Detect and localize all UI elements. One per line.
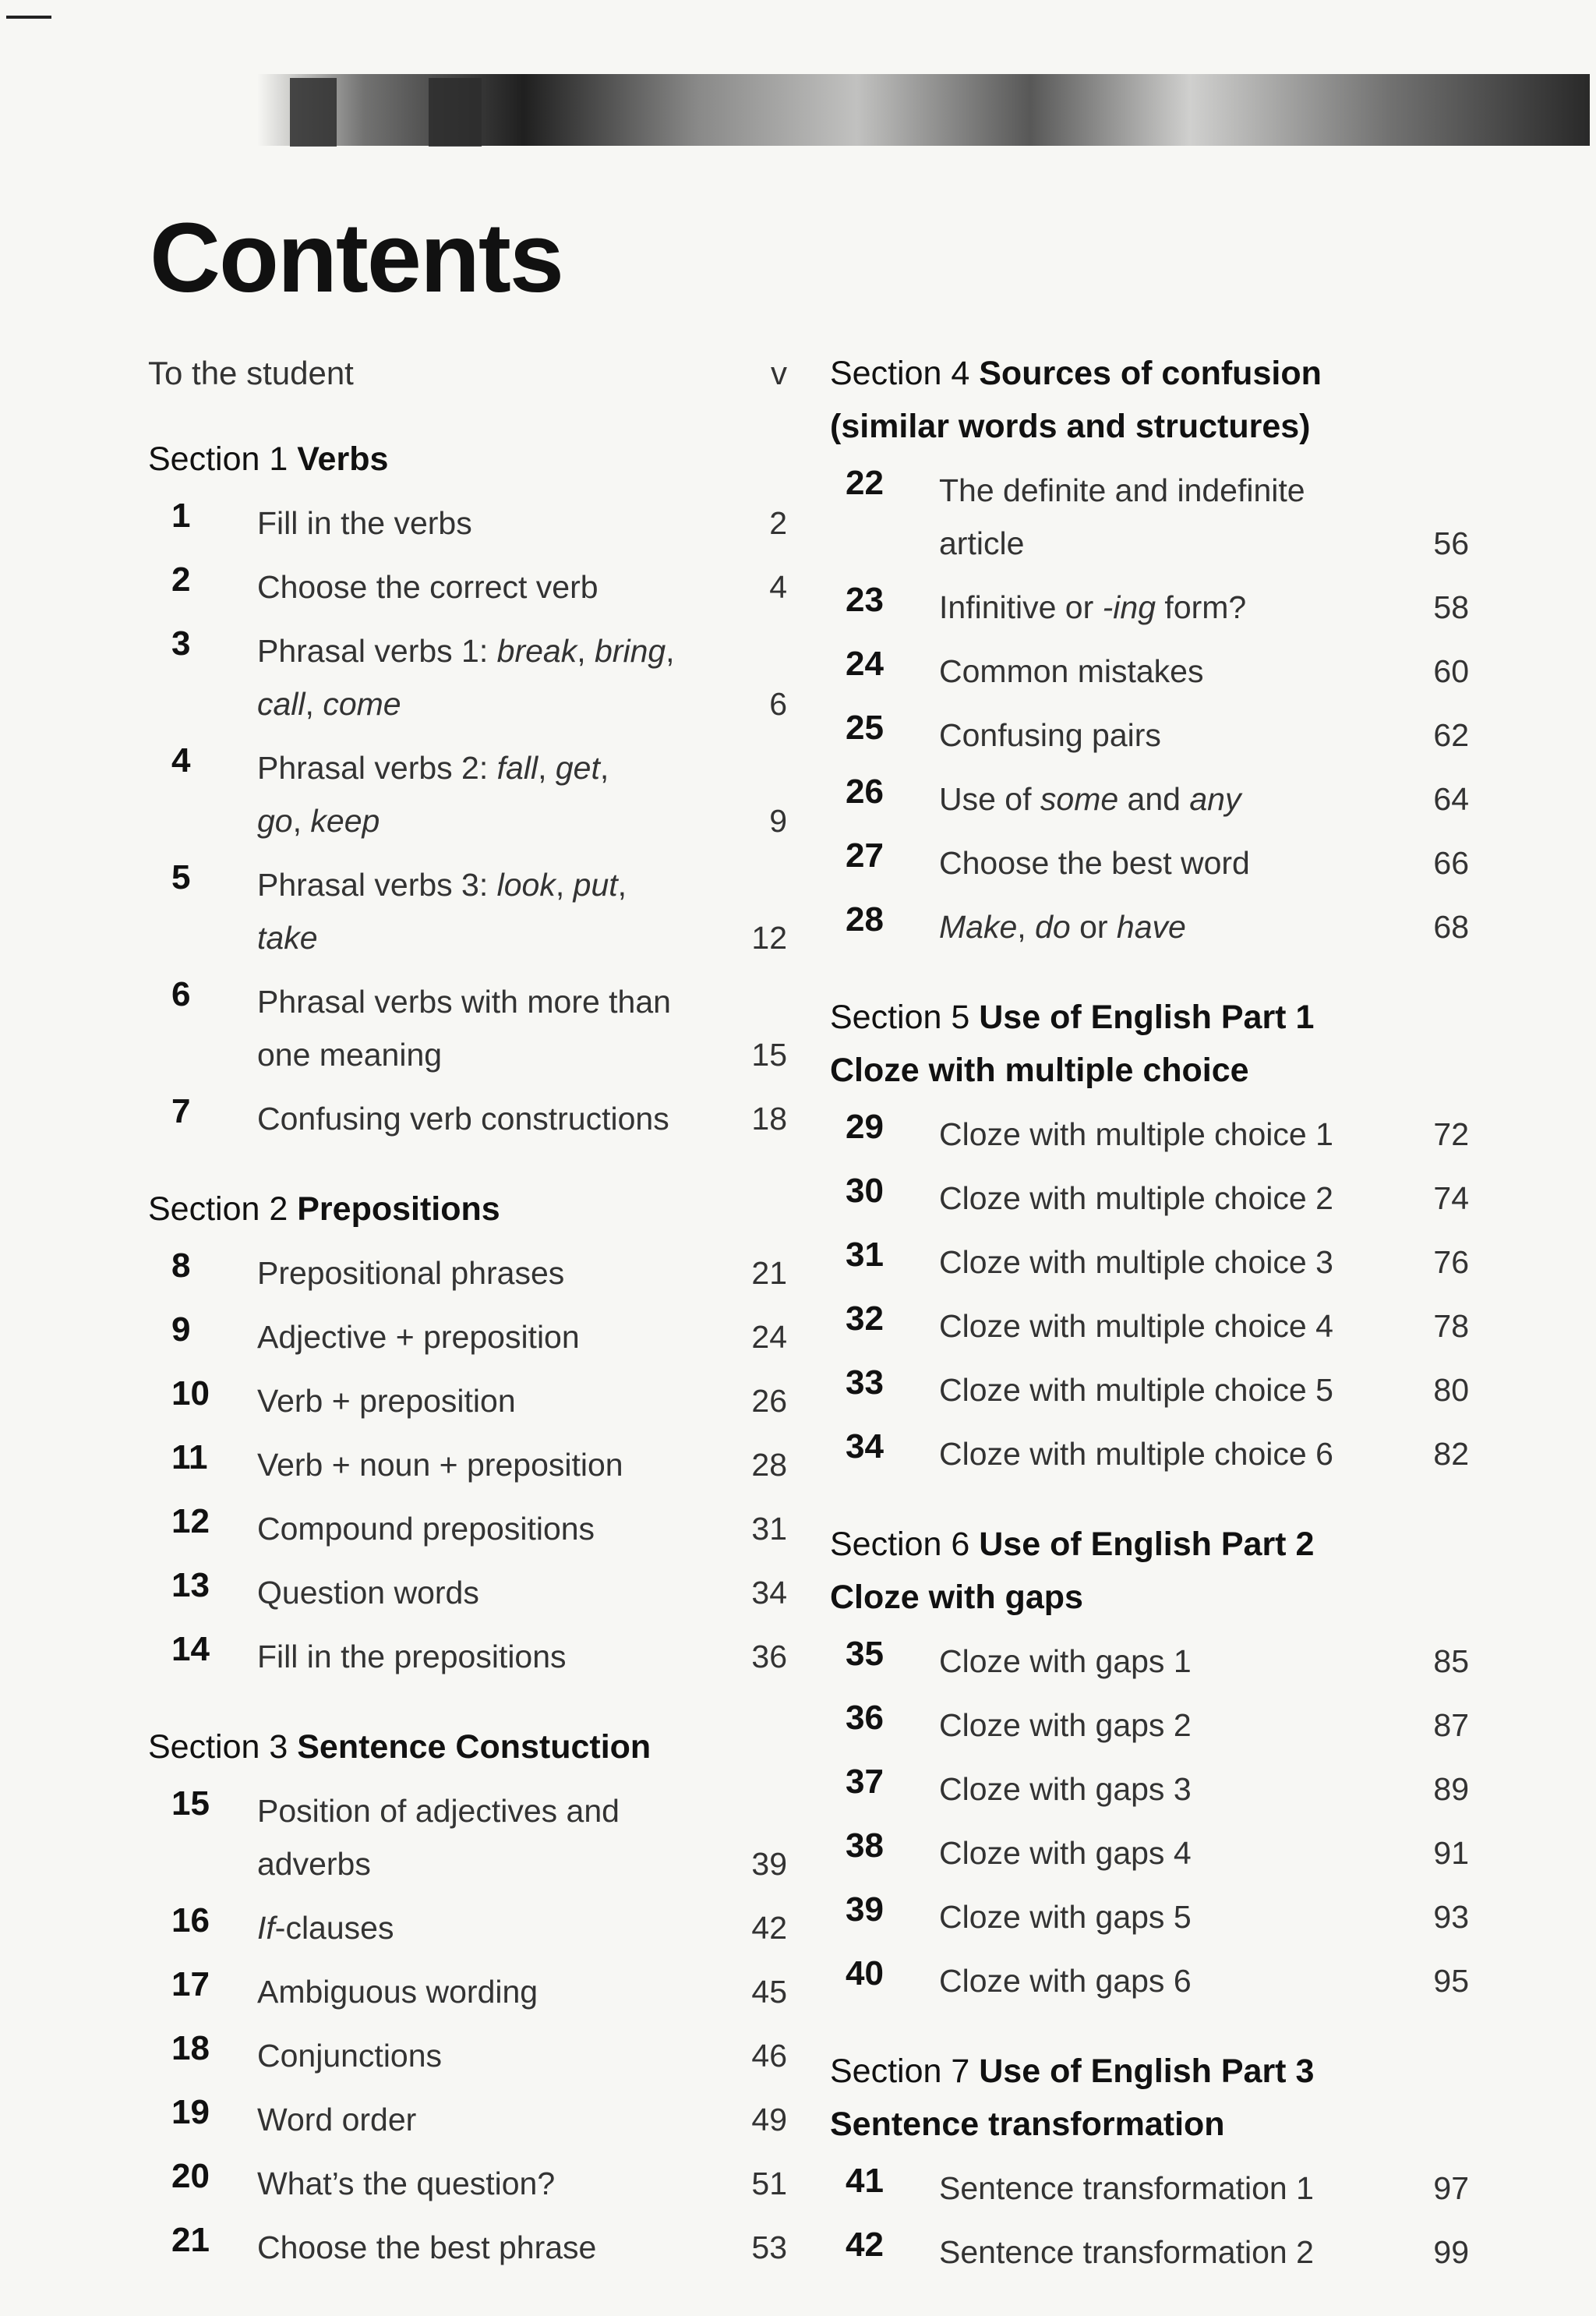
section-heading	[830, 1518, 1469, 1624]
entry-title: Choose the correct verb	[257, 569, 598, 605]
entry-number: 27	[846, 836, 884, 875]
section-number: Section 7	[830, 2053, 970, 2090]
entry-title: Cloze with multiple choice 5	[939, 1372, 1333, 1408]
entry-title: Sentence transformation 2	[939, 2234, 1314, 2270]
entry-number: 5	[171, 858, 191, 896]
toc-entry[interactable]	[830, 1699, 1469, 1752]
entry-number: 41	[846, 2162, 884, 2200]
entry-number: 28	[846, 900, 884, 939]
entry-number: 19	[171, 2093, 210, 2131]
entry-page: 89	[1433, 1771, 1469, 1807]
entry-number: 24	[846, 645, 884, 683]
entry-page: 15	[751, 1037, 787, 1073]
entry-page: 58	[1433, 589, 1469, 625]
entry-number: 20	[171, 2157, 210, 2195]
entry-number: 4	[171, 741, 191, 780]
entry-number: 14	[171, 1630, 210, 1668]
toc-entry[interactable]	[148, 1438, 787, 1491]
toc-entry[interactable]	[148, 1965, 787, 2018]
entry-title: Sentence transformation 1	[939, 2170, 1314, 2206]
toc-entry[interactable]	[830, 836, 1469, 889]
toc-entry[interactable]	[148, 1374, 787, 1427]
entry-page: 76	[1433, 1244, 1469, 1280]
toc-entry[interactable]	[148, 858, 787, 964]
entry-number: 38	[846, 1826, 884, 1865]
toc-entry[interactable]	[830, 1635, 1469, 1688]
entry-page: 91	[1433, 1835, 1469, 1871]
entry-page: 42	[751, 1910, 787, 1946]
entry-page: 80	[1433, 1372, 1469, 1408]
entry-number: 25	[846, 709, 884, 747]
entry-title: Cloze with multiple choice 4	[939, 1308, 1333, 1344]
entry-number: 30	[846, 1172, 884, 1210]
section	[830, 991, 1469, 1480]
toc-entry[interactable]	[830, 464, 1469, 570]
entry-title: Cloze with multiple choice 3	[939, 1244, 1333, 1280]
entry-number: 6	[171, 975, 191, 1013]
section-heading	[830, 2045, 1469, 2151]
entry-title: Verb + preposition	[257, 1383, 516, 1419]
entry-number: 40	[846, 1954, 884, 1992]
entry-number: 10	[171, 1374, 210, 1413]
entry-title: Phrasal verbs 3: look, put, take	[257, 867, 627, 956]
toc-entry[interactable]	[148, 1246, 787, 1299]
entry-number: 29	[846, 1108, 884, 1146]
entry-number: 36	[846, 1699, 884, 1737]
entry-title: Choose the best word	[939, 845, 1250, 881]
entry-title: Confusing verb constructions	[257, 1101, 669, 1137]
section	[830, 347, 1469, 953]
entry-title: The definite and indefinite article	[939, 472, 1305, 561]
toc-entry[interactable]	[830, 645, 1469, 698]
entry-page: 2	[769, 505, 787, 541]
entry-page: 99	[1433, 2234, 1469, 2270]
entry-page: 31	[751, 1511, 787, 1547]
entry-title: Verb + noun + preposition	[257, 1447, 623, 1483]
section-heading	[830, 991, 1469, 1097]
entry-title: Adjective + preposition	[257, 1319, 580, 1355]
entry-title: Cloze with gaps 3	[939, 1771, 1192, 1807]
entry-page: 12	[751, 920, 787, 956]
entry-title: Common mistakes	[939, 653, 1204, 689]
entry-page: 45	[751, 1974, 787, 2010]
entry-page: 72	[1433, 1116, 1469, 1152]
entry-title: Cloze with gaps 6	[939, 1963, 1192, 1999]
entry-title: Confusing pairs	[939, 717, 1161, 753]
intro-page: v	[771, 355, 787, 391]
entry-page: 49	[751, 2102, 787, 2137]
section	[830, 1518, 1469, 2007]
section-title: Use of English Part 2	[979, 1526, 1315, 1563]
toc-entry[interactable]	[148, 1784, 787, 1890]
entry-number: 23	[846, 581, 884, 619]
entry-title: Compound prepositions	[257, 1511, 595, 1547]
entry-title: Cloze with gaps 5	[939, 1899, 1192, 1935]
entry-title: Cloze with gaps 1	[939, 1643, 1192, 1679]
entry-number: 8	[171, 1246, 191, 1285]
toc-entry[interactable]	[830, 1763, 1469, 1816]
entry-title: Word order	[257, 2102, 417, 2137]
entry-title: Prepositional phrases	[257, 1255, 565, 1291]
section	[148, 1183, 787, 1683]
entry-title: What’s the question?	[257, 2166, 556, 2201]
header-block	[290, 78, 337, 147]
entry-page: 56	[1433, 525, 1469, 561]
page-title: Contents	[150, 203, 563, 313]
entry-title: Make, do or have	[939, 909, 1186, 945]
entry-number: 35	[846, 1635, 884, 1673]
entry-page: 62	[1433, 717, 1469, 753]
toc-entry[interactable]	[830, 2226, 1469, 2279]
toc-entry[interactable]	[148, 2221, 787, 2274]
toc-entry[interactable]	[148, 2029, 787, 2082]
section-title: Sources of confusion	[979, 355, 1322, 392]
section-subtitle: Cloze with multiple choice	[830, 1052, 1249, 1089]
entry-page: 68	[1433, 909, 1469, 945]
toc-entry[interactable]	[830, 709, 1469, 762]
contents-right-column	[830, 347, 1469, 2316]
toc-entry[interactable]	[148, 624, 787, 730]
entry-title: Phrasal verbs 2: fall, get, go, keep	[257, 750, 609, 839]
entry-title: Phrasal verbs 1: break, bring, call, come	[257, 633, 675, 722]
toc-entry[interactable]	[148, 1502, 787, 1555]
entry-number: 17	[171, 1965, 210, 2003]
toc-entry[interactable]	[830, 1427, 1469, 1480]
entry-page: 6	[769, 686, 787, 722]
section-number: Section 3	[148, 1728, 288, 1766]
intro-entry[interactable]	[148, 355, 787, 392]
entry-title: Question words	[257, 1575, 479, 1611]
toc-entry[interactable]	[148, 560, 787, 613]
entry-page: 26	[751, 1383, 787, 1419]
toc-entry[interactable]	[148, 1630, 787, 1683]
entry-number: 39	[846, 1890, 884, 1929]
section-number: Section 2	[148, 1190, 288, 1228]
toc-entry[interactable]	[830, 1890, 1469, 1943]
entry-title: Cloze with gaps 4	[939, 1835, 1192, 1871]
header-block	[429, 78, 482, 147]
toc-entry[interactable]	[830, 773, 1469, 826]
entry-page: 95	[1433, 1963, 1469, 1999]
entry-page: 21	[751, 1255, 787, 1291]
entry-page: 78	[1433, 1308, 1469, 1344]
section	[148, 1720, 787, 2274]
entry-title: Use of some and any	[939, 781, 1241, 817]
toc-entry[interactable]	[830, 1172, 1469, 1225]
entry-title: Infinitive or -ing form?	[939, 589, 1247, 625]
entry-number: 12	[171, 1502, 210, 1540]
entry-page: 39	[751, 1846, 787, 1882]
section-subtitle: Sentence transformation	[830, 2106, 1225, 2143]
corner-mark	[6, 16, 51, 19]
entry-title: Cloze with multiple choice 2	[939, 1180, 1333, 1216]
entry-page: 93	[1433, 1899, 1469, 1935]
section-title: Prepositions	[297, 1190, 500, 1228]
entry-number: 26	[846, 773, 884, 811]
entry-number: 31	[846, 1236, 884, 1274]
toc-entry[interactable]	[830, 1299, 1469, 1352]
entry-page: 85	[1433, 1643, 1469, 1679]
entry-number: 42	[846, 2226, 884, 2264]
toc-entry[interactable]	[830, 1236, 1469, 1289]
section	[148, 433, 787, 1145]
section-heading	[148, 433, 787, 486]
entry-number: 15	[171, 1784, 210, 1823]
entry-number: 3	[171, 624, 191, 663]
toc-entry[interactable]	[830, 581, 1469, 634]
right-sections	[830, 347, 1469, 2279]
entry-number: 16	[171, 1901, 210, 1939]
entry-title: Fill in the prepositions	[257, 1639, 567, 1674]
section-title: Use of English Part 1	[979, 999, 1315, 1036]
toc-entry[interactable]	[148, 1566, 787, 1619]
section	[830, 2045, 1469, 2279]
intro-label: To the student	[148, 355, 354, 391]
entry-number: 22	[846, 464, 884, 502]
toc-entry[interactable]	[830, 1954, 1469, 2007]
entry-title: Ambiguous wording	[257, 1974, 538, 2010]
left-sections	[148, 433, 787, 2274]
entry-page: 36	[751, 1639, 787, 1674]
toc-entry[interactable]	[148, 1092, 787, 1145]
entry-number: 1	[171, 497, 191, 535]
section-number: Section 4	[830, 355, 970, 392]
entry-title: Position of adjectives and adverbs	[257, 1793, 620, 1882]
entry-page: 60	[1433, 653, 1469, 689]
entry-page: 28	[751, 1447, 787, 1483]
entry-number: 18	[171, 2029, 210, 2067]
entry-number: 21	[171, 2221, 210, 2259]
section-title: Sentence Constuction	[297, 1728, 651, 1766]
toc-entry[interactable]	[148, 2093, 787, 2146]
entry-page: 18	[751, 1101, 787, 1137]
toc-entry[interactable]	[148, 975, 787, 1081]
entry-number: 11	[171, 1438, 208, 1476]
section-number: Section 5	[830, 999, 970, 1036]
entry-title: Cloze with gaps 2	[939, 1707, 1192, 1743]
entry-number: 9	[171, 1310, 191, 1349]
entry-title: If-clauses	[257, 1910, 394, 1946]
toc-entry[interactable]	[830, 1826, 1469, 1879]
section-title: Verbs	[297, 440, 389, 478]
toc-entry[interactable]	[830, 2162, 1469, 2215]
entry-title: Cloze with multiple choice 6	[939, 1436, 1333, 1472]
entry-number: 32	[846, 1299, 884, 1338]
entry-title: Conjunctions	[257, 2038, 443, 2074]
entry-page: 74	[1433, 1180, 1469, 1216]
entry-number: 34	[846, 1427, 884, 1466]
toc-entry[interactable]	[830, 1363, 1469, 1416]
entry-page: 34	[751, 1575, 787, 1611]
entry-page: 97	[1433, 2170, 1469, 2206]
entry-title: Cloze with multiple choice 1	[939, 1116, 1333, 1152]
entry-page: 87	[1433, 1707, 1469, 1743]
entry-number: 7	[171, 1092, 191, 1130]
toc-entry[interactable]	[830, 1108, 1469, 1161]
section-title: Use of English Part 3	[979, 2053, 1315, 2090]
entry-page: 9	[769, 803, 787, 839]
section-heading	[148, 1720, 787, 1773]
toc-entry[interactable]	[148, 741, 787, 847]
entry-number: 2	[171, 560, 191, 599]
entry-page: 82	[1433, 1436, 1469, 1472]
section-subtitle: Cloze with gaps	[830, 1579, 1083, 1616]
section-heading	[830, 347, 1469, 453]
toc-entry[interactable]	[148, 497, 787, 550]
contents-left-column	[148, 347, 787, 2311]
section-number: Section 6	[830, 1526, 970, 1563]
entry-page: 64	[1433, 781, 1469, 817]
entry-page: 46	[751, 2038, 787, 2074]
toc-entry[interactable]	[148, 2157, 787, 2210]
entry-number: 37	[846, 1763, 884, 1801]
toc-entry[interactable]	[148, 1901, 787, 1954]
entry-page: 66	[1433, 845, 1469, 881]
entry-title: Phrasal verbs with more than one meaning	[257, 984, 671, 1073]
toc-entry[interactable]	[148, 1310, 787, 1363]
section-subtitle: (similar words and structures)	[830, 408, 1311, 445]
entry-number: 13	[171, 1566, 210, 1604]
section-heading	[148, 1183, 787, 1236]
entry-number: 33	[846, 1363, 884, 1402]
entry-page: 51	[751, 2166, 787, 2201]
entry-page: 24	[751, 1319, 787, 1355]
entry-page: 4	[769, 569, 787, 605]
toc-entry[interactable]	[830, 900, 1469, 953]
entry-title: Choose the best phrase	[257, 2229, 597, 2265]
section-number: Section 1	[148, 440, 288, 478]
entry-page: 53	[751, 2229, 787, 2265]
entry-title: Fill in the verbs	[257, 505, 472, 541]
